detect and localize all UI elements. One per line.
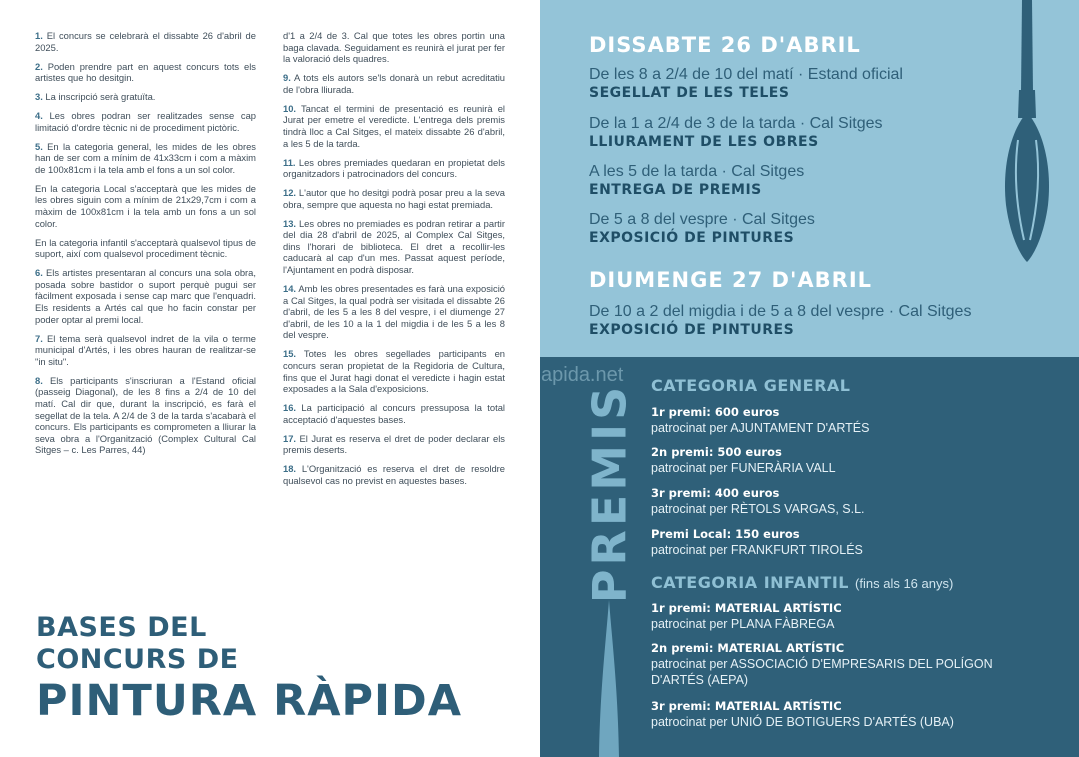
- category-general-heading: CATEGORIA GENERAL: [651, 376, 851, 395]
- prize-title: 2n premi: 500 euros: [651, 445, 782, 459]
- prize-sponsor: patrocinat per UNIÓ DE BOTIGUERS D'ARTÉS (UBA): [651, 715, 954, 729]
- prize-sponsor: patrocinat per PLANA FÀBREGA: [651, 617, 835, 631]
- event-name: LLIURAMENT DE LES OBRES: [589, 134, 819, 150]
- day1-heading: DISSABTE 26 D'ABRIL: [589, 33, 861, 57]
- prize-title: 1r premi: 600 euros: [651, 405, 780, 419]
- prize-item: [651, 527, 1051, 558]
- event-name: SEGELLAT DE LES TELES: [589, 85, 790, 101]
- schedule-event: [589, 210, 1049, 247]
- event-name: EXPOSICIÓ DE PINTURES: [589, 322, 795, 338]
- rules-column-1: [35, 30, 256, 463]
- rule-item: 3. La inscripció serà gratuïta.: [35, 91, 156, 103]
- prize-sponsor: patrocinat per ASSOCIACIÓ D'EMPRESARIS DEL POLÍGON D'ARTÉS (AEPA): [651, 657, 993, 687]
- prize-item: [651, 445, 1051, 476]
- title-line-1: BASES DEL: [36, 612, 207, 643]
- prize-item: [651, 486, 1051, 517]
- day2-heading: DIUMENGE 27 D'ABRIL: [589, 268, 873, 292]
- prize-sponsor: patrocinat per AJUNTAMENT D'ARTÉS: [651, 421, 870, 435]
- category-infantil-heading: CATEGORIA INFANTIL (fins als 16 anys): [651, 573, 954, 592]
- rule-item: 5. En la categoria general, les mides de les obres han de ser com a mínim de 41x33cm i com a màxim de 100x81cm i la tela amb el fons a un sol color.: [35, 140, 256, 175]
- rule-item: 6. Els artistes presentaran al concurs una sola obra, posada sobre bastidor o suport perquè pugui ser fàcilment exposada i sense cap marc que l'enquadri. Els residents a Artés cal que ho facin constar per poder optar al premi local.: [35, 267, 256, 325]
- prize-title: Premi Local: 150 euros: [651, 527, 800, 541]
- title-line-3: PINTURA RÀPIDA: [36, 676, 462, 726]
- event-time: De la 1 a 2/4 de 3 de la tarda · Cal Sitges: [589, 115, 883, 132]
- rule-item: 14. Amb les obres presentades es farà una exposició a Cal Sitges, la qual podrà ser visitada el dissabte 26 d'abril, de les 5 a les 8 del vespre, i el diumenge 27 d'abril, de les 10 a la 1 del migdia i de les 5 a les 8 del vespre.: [283, 283, 505, 341]
- rule-item: 12. L'autor que ho desitgi podrà posar preu a la seva obra, sempre que aquesta no hagi estat premiada.: [283, 187, 505, 210]
- rule-item: 4. Les obres podran ser realitzades sense cap limitació d'ordre tècnic ni de procediment pictòric.: [35, 110, 256, 133]
- schedule-event: [589, 65, 1049, 102]
- prize-sponsor: patrocinat per FUNERÀRIA VALL: [651, 461, 836, 475]
- prize-item: [651, 699, 1051, 730]
- premis-vertical-label: PREMIS: [582, 382, 637, 603]
- rule-item: 11. Les obres premiades quedaran en propietat dels organitzadors i patrocinadors del concurs.: [283, 156, 505, 180]
- rule-item: En la categoria infantil s'acceptarà qualsevol tipus de suport, així com qualsevol procediment tècnic.: [35, 236, 256, 260]
- rule-item: 13. Les obres no premiades es podran retirar a partir del dia 28 d'abril de 2025, al Complex Cal Sitges, dins l'horari de biblioteca. El dret a recollir-les caducarà al cap d'un mes. Passat aquest període, l'Ajuntament en podrà disposar.: [283, 217, 505, 276]
- schedule-event: [589, 302, 1049, 339]
- title-line-2: CONCURS DE: [36, 644, 239, 675]
- rule-item: 10. Tancat el termini de presentació es reunirà el Jurat per emetre el veredicte. L'entrega dels premis tindrà lloc a Cal Sitges, el mateix dissabte 26 d'abril, a les 5 de la tarda.: [283, 102, 505, 149]
- prize-title: 3r premi: 400 euros: [651, 486, 780, 500]
- schedule-event: [589, 162, 1049, 199]
- prize-sponsor: patrocinat per FRANKFURT TIROLÉS: [651, 543, 863, 557]
- schedule-event: [589, 114, 1049, 151]
- rule-item: 17. El Jurat es reserva el dret de poder declarar els premis deserts.: [283, 432, 505, 456]
- rule-item: En la categoria Local s'acceptarà que les mides de les obres siguin com a mínim de 21x29,7cm i com a màxim de 100x81cm i la tela amb un fons a un sol color.: [35, 182, 256, 229]
- rules-column-2: [283, 30, 505, 494]
- rule-item: 9. A tots els autors se'ls donarà un rebut acreditatiu de l'obra lliurada.: [283, 72, 505, 95]
- prize-item: [651, 601, 1051, 632]
- prize-sponsor: patrocinat per RÈTOLS VARGAS, S.L.: [651, 502, 865, 516]
- watermark: apida.net: [541, 364, 624, 386]
- prize-title: 3r premi: MATERIAL ARTÍSTIC: [651, 699, 842, 713]
- rule-item: d'1 a 2/4 de 3. Cal que totes les obres portin una baga clavada. Seguidament es reunirà el jurat per fer la valoració dels quadres.: [283, 30, 505, 65]
- rule-item: 1. El concurs se celebrarà el dissabte 26 d'abril de 2025.: [35, 30, 256, 53]
- category-infantil-subheading: (fins als 16 anys): [855, 576, 954, 591]
- paintbrush-handle-icon: [594, 600, 624, 757]
- rule-item: 8. Els participants s'inscriuran a l'Estand oficial (passeig Diagonal), de les 8 fins a 2/4 de 10 del matí. Cal dir que, durant la inscripció, es farà el segellat de la tela. A 2/4 de 3 de la tarda s'acabarà el concurs. Els participants es comprometen a lliurar la seva obra a l'Organització (Complex Cultural Cal Sitges – c. Les Parres, 44): [35, 374, 256, 456]
- rule-item: 7. El tema serà qualsevol indret de la vila o terme municipal d'Artés, i les obres hauran de realitzar-se "in situ".: [35, 332, 256, 367]
- rule-item: 18. L'Organització es reserva el dret de resoldre qualsevol cas no previst en aquestes bases.: [283, 463, 505, 486]
- prize-title: 1r premi: MATERIAL ARTÍSTIC: [651, 601, 842, 615]
- page-title: [36, 612, 516, 726]
- event-time: De 5 a 8 del vespre · Cal Sitges: [589, 211, 815, 228]
- rule-item: 16. La participació al concurs pressuposa la total acceptació d'aquestes bases.: [283, 402, 505, 425]
- event-time: De 10 a 2 del migdia i de 5 a 8 del vespre · Cal Sitges: [589, 303, 972, 320]
- event-name: EXPOSICIÓ DE PINTURES: [589, 230, 795, 246]
- event-name: ENTREGA DE PREMIS: [589, 182, 762, 198]
- prize-item: [651, 405, 1051, 436]
- rule-item: 15. Totes les obres segellades participants en concurs seran propietat de la Regidoria de Cultura, fins que el Jurat hagi donat el veredicte i hagin estat exposades a la Sala d'exposicions.: [283, 348, 505, 395]
- event-time: De les 8 a 2/4 de 10 del matí · Estand oficial: [589, 66, 903, 83]
- rule-item: 2. Poden prendre part en aquest concurs tots els artistes que ho desitgin.: [35, 60, 256, 84]
- prize-title: 2n premi: MATERIAL ARTÍSTIC: [651, 641, 845, 655]
- event-time: A les 5 de la tarda · Cal Sitges: [589, 163, 805, 180]
- prize-item: [651, 641, 1011, 688]
